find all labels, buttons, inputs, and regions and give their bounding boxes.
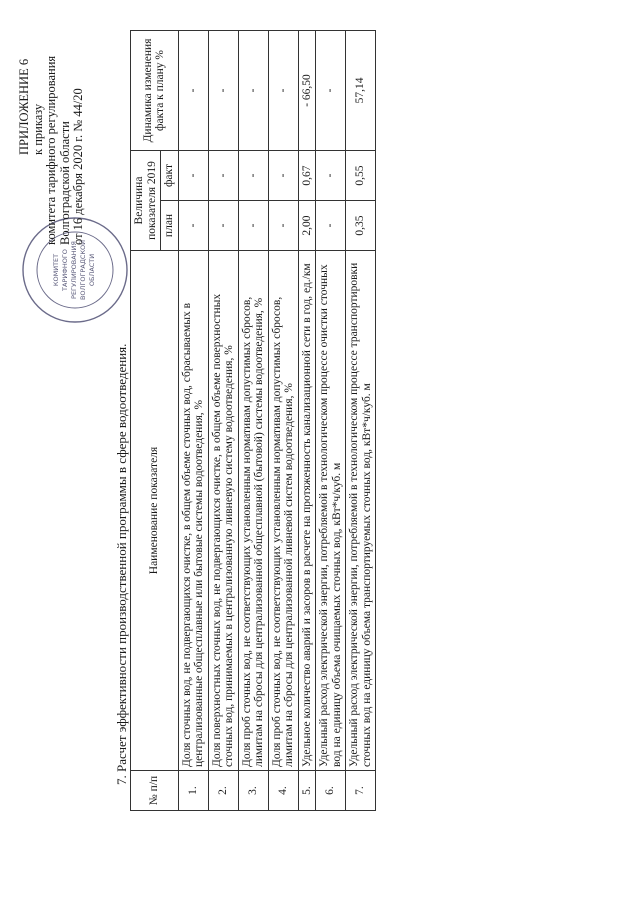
row-num: 5. [298, 771, 316, 811]
appendix-block [18, 5, 86, 245]
row-plan: 0,35 [346, 201, 376, 251]
table-row [268, 30, 298, 810]
row-fact: - [268, 150, 298, 200]
table-row [346, 30, 376, 810]
table-header-row [131, 30, 161, 810]
header-value-group: Величина показателя 2019 [131, 150, 161, 250]
stamp-line: ТАРИФНОГО [61, 249, 69, 291]
row-dynamics: - [316, 30, 346, 150]
table-row [238, 30, 268, 810]
appendix-line: Волгоградской области [57, 121, 72, 245]
table-row [316, 30, 346, 810]
row-fact: - [208, 150, 238, 200]
row-name: Удельное количество аварий и засоров в расчете на протяженность канализационной сети в год, ед./км [298, 251, 316, 771]
rotated-page [18, 25, 638, 885]
row-name: Доля проб сточных вод, не соответствующих установленным нормативам допустимых сбросов, лимитам на сбросы для централизованной общесплавной (бытовой) системы водоотведения, % [238, 251, 268, 771]
row-num: 7. [346, 771, 376, 811]
row-plan: - [208, 201, 238, 251]
row-dynamics: - [268, 30, 298, 150]
row-num: 3. [238, 771, 268, 811]
stamp-line: РЕГУЛИРОВАНИЯ [70, 241, 78, 299]
row-plan: - [238, 201, 268, 251]
stamp-line: ВОЛГОГРАДСКОЙ [79, 239, 87, 301]
appendix-line: комитета тарифного регулирования [44, 55, 58, 245]
header-plan: план [161, 201, 179, 251]
header-dynamics: Динамика изменения факта к плану % [131, 30, 179, 150]
row-name: Удельный расход электрической энергии, потребляемой в технологическом процессе очистки сточных вод на единицу объема очищаемых сточных вод, кВт*ч/куб. м [316, 251, 346, 771]
row-num: 6. [316, 771, 346, 811]
row-dynamics: - [208, 30, 238, 150]
row-num: 4. [268, 771, 298, 811]
header-num: № п/п [131, 771, 179, 811]
row-fact: - [238, 150, 268, 200]
row-num: 1. [178, 771, 208, 811]
row-dynamics: - 66,50 [298, 30, 316, 150]
section-title: 7. Расчет эффективности производственной программы в сфере водоотведения. [114, 343, 129, 785]
row-dynamics: - [178, 30, 208, 150]
table-row [208, 30, 238, 810]
appendix-title: ПРИЛОЖЕНИЕ 6 [17, 58, 31, 155]
table-row [178, 30, 208, 810]
table-row [298, 30, 316, 810]
row-name: Удельный расход электрической энергии, потребляемой в технологическом процессе транспортировки сточных вод на единицу объема транспортируемых сточных вод, кВт*ч/куб. м [346, 251, 376, 771]
stamp-line: КОМИТЕТ [52, 253, 60, 287]
header-name: Наименование показателя [131, 251, 179, 771]
appendix-date: от 16 декабря 2020 г. № 44/20 [71, 88, 85, 245]
row-name: Доля проб сточных вод, не соответствующих установленным нормативам допустимых сбросов, лимитам на сбросы для централизованной ливневой систем водоотведения, % [268, 251, 298, 771]
row-dynamics: - [238, 30, 268, 150]
row-num: 2. [208, 771, 238, 811]
stamp-line: ОБЛАСТИ [88, 253, 96, 287]
header-fact: факт [161, 150, 179, 200]
row-name: Доля сточных вод, не подвергающихся очистке, в общем объеме сточных вод, сбрасываемых в централизованные общесплавные или бытовые системы водоотведения, % [178, 251, 208, 771]
row-plan: - [178, 201, 208, 251]
row-fact: 0,55 [346, 150, 376, 200]
row-fact: - [316, 150, 346, 200]
row-plan: - [316, 201, 346, 251]
row-dynamics: 57,14 [346, 30, 376, 150]
row-plan: - [268, 201, 298, 251]
row-fact: - [178, 150, 208, 200]
row-name: Доля поверхностных сточных вод, не подвергающихся очистке, в общем объеме поверхностных сточных вод, принимаемых в централизованную ливневую систему водоотведения, % [208, 251, 238, 771]
efficiency-table [130, 30, 376, 811]
appendix-line: к приказу [30, 103, 45, 155]
row-fact: 0,67 [298, 150, 316, 200]
row-plan: 2,00 [298, 201, 316, 251]
